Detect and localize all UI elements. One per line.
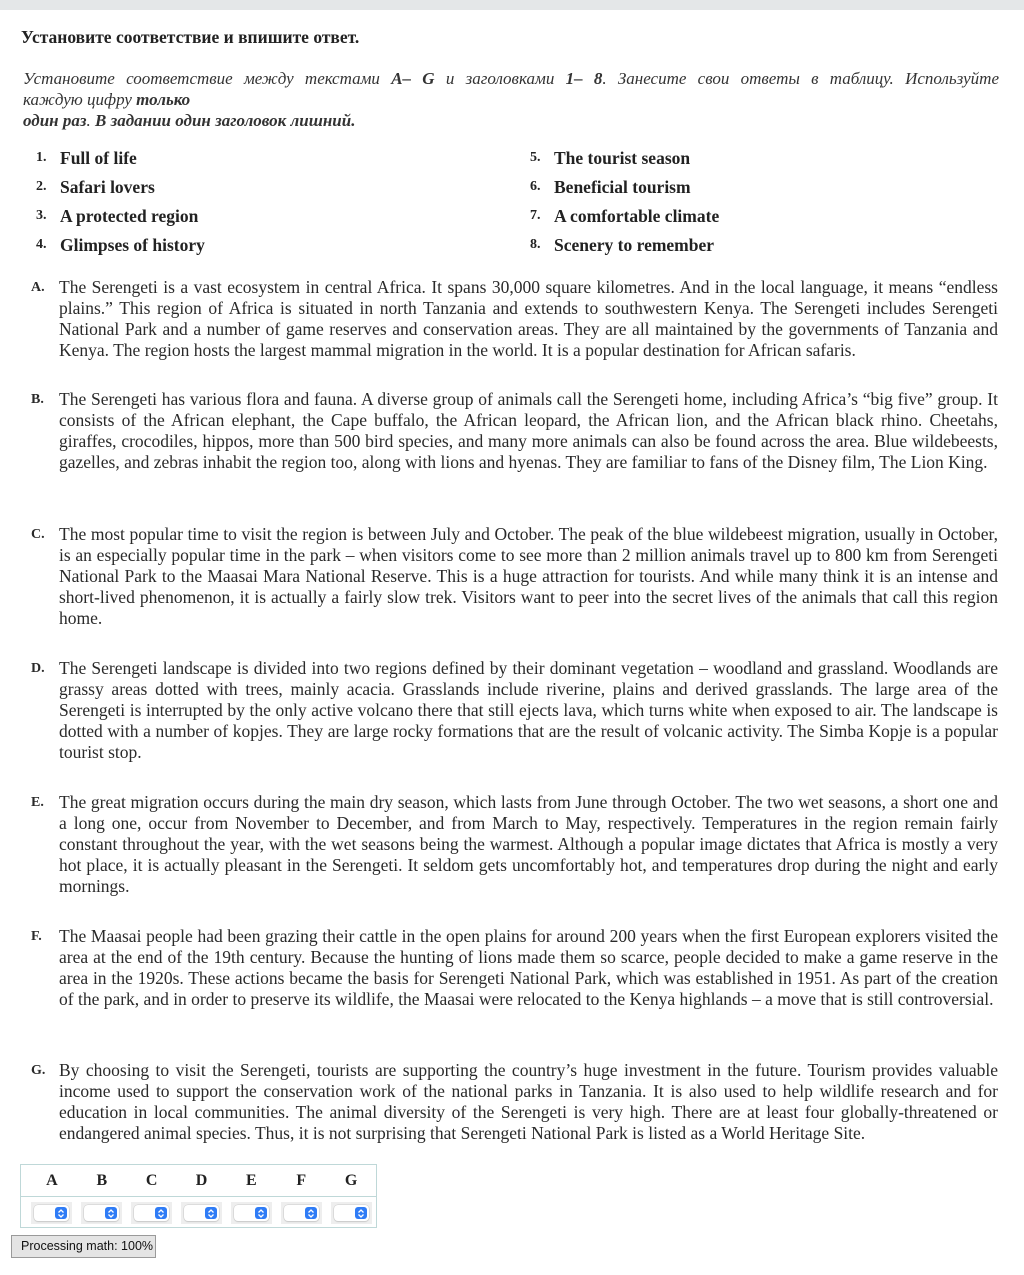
- text-c: [31, 524, 998, 629]
- heading-item: [530, 235, 719, 264]
- text-letter: G.: [31, 1063, 46, 1078]
- text-d: [31, 658, 998, 763]
- headings-column-left: [36, 148, 205, 264]
- text-body: The most popular time to visit the region is between July and October. The peak of the blue wildebeest migration, usually in October, is an especially popular time in the park – when visitors come to see more than 2 million animals travel up to 800 km from Serengeti National Park to the Maasai Mara National Reserve. This is a huge attraction for tourists. And while many think it is an intense and short-lived phenomenon, it is actually a fairly slow trek. Visitors want to peer into the secret lives of the animals that call this region home.: [59, 524, 998, 628]
- heading-label: Beneficial tourism: [554, 177, 691, 197]
- instruction-extra-heading: В задании один заголовок лишний: [94, 111, 352, 130]
- heading-label: Scenery to remember: [554, 235, 715, 255]
- up-down-chevron-icon: [105, 1207, 117, 1219]
- heading-number: 4.: [36, 237, 47, 252]
- select-wrapper: [31, 1202, 72, 1224]
- select-wrapper: [331, 1202, 372, 1224]
- text-letter: F.: [31, 929, 42, 944]
- answer-cell-d: [177, 1202, 227, 1224]
- heading-item: [36, 235, 205, 264]
- instruction-number-range: 1– 8: [565, 69, 603, 88]
- heading-number: 3.: [36, 208, 47, 223]
- text-a: [31, 277, 998, 361]
- processing-math-status: Processing math: 100%: [11, 1235, 156, 1258]
- heading-item: [530, 177, 719, 206]
- heading-item: [530, 206, 719, 235]
- answer-select-a[interactable]: [34, 1205, 69, 1221]
- answer-select-c[interactable]: [134, 1205, 169, 1221]
- instruction-text: . Занесите свои ответы в таблицу. Используйте: [602, 69, 999, 88]
- heading-label: Safari lovers: [60, 177, 155, 197]
- text-body: The Serengeti landscape is divided into two regions defined by their dominant vegetation – woodland and grassland. Woodlands are grassy areas dotted with trees, mainly acacia. Grasslands include riverine, plains and derived grasslands. The large area of the Serengeti is interrupted by the only active volcano there that still ejects lava, which turns white when exposed to air. The landscape is dotted with a number of kopjes. They are large rocky formations that are the result of volcanic activity. The Simba Kopje is a popular tourist stop.: [59, 658, 998, 762]
- up-down-chevron-icon: [305, 1207, 317, 1219]
- heading-item: [530, 148, 719, 177]
- instruction-line-1: [23, 68, 999, 89]
- text-letter: A.: [31, 280, 45, 295]
- column-header-e: E: [246, 1172, 257, 1189]
- heading-number: 1.: [36, 150, 47, 165]
- text-letter: B.: [31, 392, 44, 407]
- heading-number: 5.: [530, 150, 541, 165]
- text-e: [31, 792, 998, 897]
- text-g: [31, 1060, 998, 1144]
- heading-label: A protected region: [60, 206, 199, 226]
- answer-cell-e: [226, 1202, 276, 1224]
- instruction-letter-range: A– G: [391, 69, 435, 88]
- instruction-once: один раз: [23, 111, 87, 130]
- column-header-b: B: [96, 1172, 108, 1189]
- text-letter: E.: [31, 795, 44, 810]
- headings-column-right: [530, 148, 719, 264]
- instruction-text: .: [351, 111, 356, 130]
- heading-number: 7.: [530, 208, 541, 223]
- column-header-g: G: [344, 1172, 358, 1189]
- column-header-d: D: [195, 1172, 208, 1189]
- heading-item: [36, 177, 205, 206]
- task-instruction: [23, 68, 999, 131]
- answer-select-b[interactable]: [84, 1205, 119, 1221]
- instruction-text: Установите соответствие между текстами: [23, 69, 392, 88]
- heading-label: A comfortable climate: [554, 206, 720, 226]
- text-letter: C.: [31, 527, 45, 542]
- answer-select-e[interactable]: [234, 1205, 269, 1221]
- heading-label: Full of life: [60, 148, 137, 168]
- select-wrapper: [231, 1202, 272, 1224]
- heading-item: [36, 206, 205, 235]
- select-wrapper: [131, 1202, 172, 1224]
- answer-cell-b: [77, 1202, 127, 1224]
- up-down-chevron-icon: [255, 1207, 267, 1219]
- answer-cell-a: [27, 1202, 77, 1224]
- heading-number: 8.: [530, 237, 541, 252]
- text-letter: D.: [31, 661, 45, 676]
- answer-select-g[interactable]: [334, 1205, 369, 1221]
- heading-label: The tourist season: [554, 148, 691, 168]
- answer-table-header: [21, 1165, 376, 1197]
- task-title: Установите соответствие и впишите ответ.: [21, 27, 360, 47]
- up-down-chevron-icon: [205, 1207, 217, 1219]
- heading-number: 2.: [36, 179, 47, 194]
- top-bar: [0, 0, 1024, 10]
- answer-row: [21, 1197, 376, 1229]
- instruction-text: и заголовками: [434, 69, 566, 88]
- answer-select-f[interactable]: [284, 1205, 319, 1221]
- text-body: By choosing to visit the Serengeti, tourists are supporting the country’s huge investment in the future. Tourism provides valuable income used to support the conservation work of the national parks in Tanzania. It is also used to help wildlife research and for education in local communities. The animal diversity of the Serengeti is very high. There are at least four globally-threatened or endangered animal species. Thus, it is not surprising that Serengeti National Park is listed as a World Heritage Site.: [59, 1060, 998, 1143]
- up-down-chevron-icon: [155, 1207, 167, 1219]
- text-body: The Maasai people had been grazing their cattle in the open plains for around 200 years when the first European explorers visited the area at the end of the 19th century. Because the hunting of lions made them so scarce, people decided to make a game reserve in the area in the 1920s. These actions became the basis for Serengeti National Park, which was established in 1951. As part of the creation of the park, and in order to preserve its wildlife, the Maasai were relocated to the Kenya highlands – a move that is still controversial.: [59, 926, 998, 1009]
- text-b: [31, 389, 998, 473]
- answer-select-d[interactable]: [184, 1205, 219, 1221]
- answer-cell-g: [326, 1202, 376, 1224]
- column-header-f: F: [296, 1172, 307, 1189]
- instruction-only: только: [136, 90, 191, 109]
- select-wrapper: [281, 1202, 322, 1224]
- answer-table: [20, 1164, 377, 1228]
- text-body: The Serengeti has various flora and fauna. A diverse group of animals call the Serengeti home, including Africa’s “big five” group. It consists of the African elephant, the Cape buffalo, the African leopard, the African lion, and the African black rhino. Cheetahs, giraffes, crocodiles, hippos, more than 500 bird species, and many more animals can also be found across the area. Blue wildebeests, gazelles, and zebras inhabit the region too, along with lions and hyenas. They are familiar to fans of the Disney film, The Lion King.: [59, 389, 998, 472]
- select-wrapper: [81, 1202, 122, 1224]
- text-body: The Serengeti is a vast ecosystem in central Africa. It spans 30,000 square kilometres. And in the local language, it means “endless plains.” This region of Africa is situated in north Tanzania and extends to southwestern Kenya. The Serengeti includes Serengeti National Park and a number of game reserves and conservation areas. They are all maintained by the governments of Tanzania and Kenya. The region hosts the largest mammal migration in the world. It is a popular destination for African safaris.: [59, 277, 998, 360]
- column-header-c: C: [145, 1172, 158, 1189]
- heading-label: Glimpses of history: [60, 235, 205, 255]
- instruction-text: каждую цифру: [23, 90, 137, 109]
- heading-number: 6.: [530, 179, 541, 194]
- instruction-text: .: [86, 111, 95, 130]
- heading-item: [36, 148, 205, 177]
- text-f: [31, 926, 998, 1010]
- select-wrapper: [181, 1202, 222, 1224]
- up-down-chevron-icon: [55, 1207, 67, 1219]
- answer-cell-f: [276, 1202, 326, 1224]
- column-header-a: A: [46, 1172, 58, 1189]
- answer-cell-c: [127, 1202, 177, 1224]
- text-body: The great migration occurs during the main dry season, which lasts from June through October. The two wet seasons, a short one and a long one, occur from November to December, and from March to May, respectively. Temperatures in the region remain fairly constant throughout the year, with the wet seasons being the warmest. Although a popular image dictates that Africa is mostly a very hot place, it is actually pleasant in the Serengeti. It seldom gets uncomfortably hot, and temperatures drop during the night and early mornings.: [59, 792, 998, 896]
- up-down-chevron-icon: [355, 1207, 367, 1219]
